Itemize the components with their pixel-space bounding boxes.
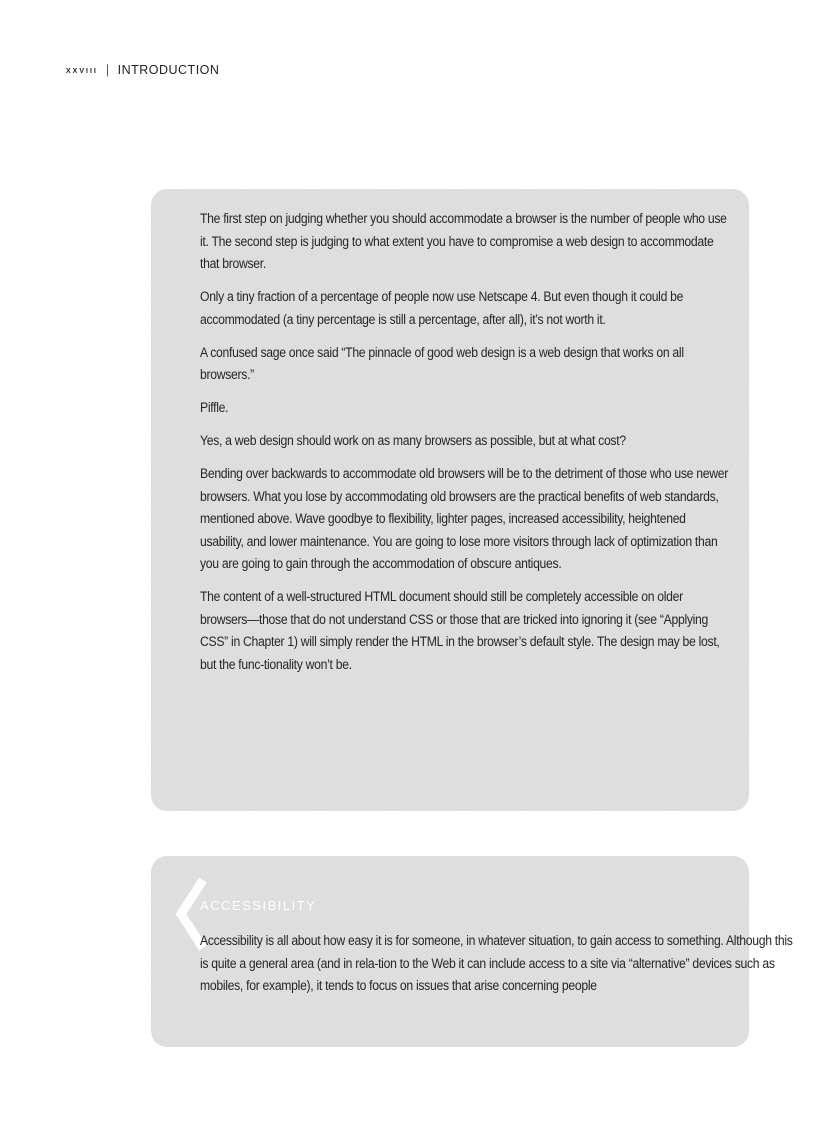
section-title: INTRODUCTION: [117, 63, 220, 77]
box-body: [200, 208, 730, 676]
paragraph: Bending over backwards to accommodate old browsers will be to the detriment of those who use newer browsers. What you lose by accommodating old browsers are the practical benefits of web standards, mentioned above. Wave goodbye to flexibility, lighter pages, increased accessibility, heightened usability, and lower maintenance. You are going to lose more visitors through lack of optimization than you are going to gain through the accommodation of obscure antiques.: [200, 466, 728, 572]
paragraph: The first step on judging whether you should accommodate a browser is the number of people who use it. The second step is judging to what extent you have to compromise a web design to accommodate that browser.: [200, 211, 727, 272]
paragraph: Yes, a web design should work on as many browsers as possible, but at what cost?: [200, 433, 626, 449]
paragraph: Accessibility is all about how easy it is for someone, in whatever situation, to gain access to something. Although this is quite a general area (and in rela-tion to the Web it can include access to a site via “alternative” devices such as mobiles, for example), it tends to focus on issues that arise concerning people: [200, 933, 793, 994]
sidebar-box-browsers: [151, 189, 749, 811]
paragraph: A confused sage once said “The pinnacle of good web design is a web design that works on all browsers.”: [200, 344, 684, 383]
paragraph: The content of a well-structured HTML document should still be completely accessible on older browsers—those that do not understand CSS or those that are tricked into ignoring it (see “Applying CSS” in Chapter 1) will simply render the HTML in the browser’s default style. The design may be lost, but the func-tionality won’t be.: [200, 589, 720, 673]
paragraph: Piffle.: [200, 400, 229, 416]
header-separator: |: [105, 63, 110, 77]
box-body: [200, 930, 799, 1008]
running-head: [66, 63, 219, 77]
box-title: ACCESSIBILITY: [200, 898, 317, 913]
page-number: xxviii: [66, 64, 98, 76]
sidebar-box-accessibility: [151, 856, 793, 1047]
paragraph: Only a tiny fraction of a percentage of people now use Netscape 4. But even though it could be accommodated (a tiny percentage is still a percentage, after all), it’s not worth it.: [200, 289, 684, 328]
